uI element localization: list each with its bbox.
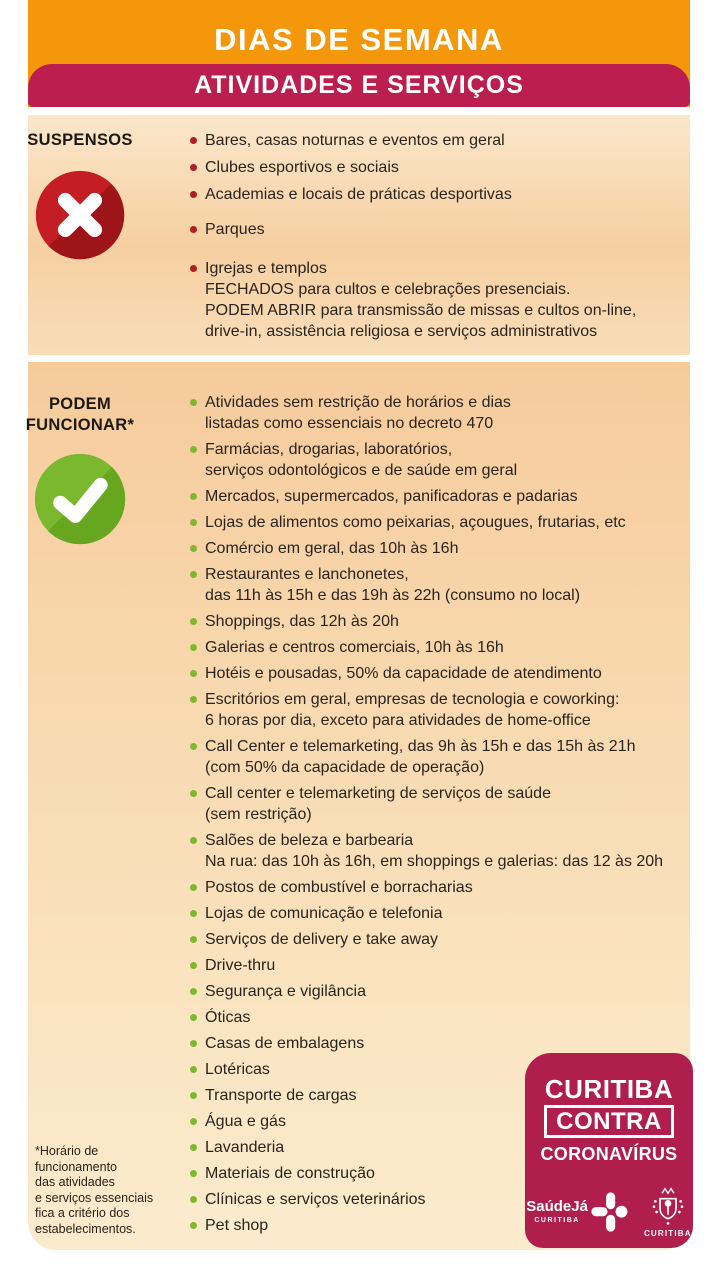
bullet-icon xyxy=(190,1040,197,1047)
bullet-icon xyxy=(190,743,197,750)
suspended-left-column xyxy=(28,115,132,261)
bullet-icon xyxy=(190,226,197,233)
bullet-icon xyxy=(190,1014,197,1021)
badge-logos xyxy=(526,1185,692,1238)
list-item xyxy=(190,219,686,240)
list-item xyxy=(190,439,686,481)
saude-ja-text xyxy=(526,1199,588,1224)
bullet-icon xyxy=(190,644,197,651)
bullet-icon xyxy=(190,910,197,917)
campaign-badge xyxy=(525,1053,693,1248)
bullet-icon xyxy=(190,446,197,453)
list-item-text: Bares, casas noturnas e eventos em geral xyxy=(205,132,505,149)
list-item-text: Restaurantes e lanchonetes, das 11h às 15h e das 19h às 22h (consumo no local) xyxy=(205,566,581,604)
bullet-icon xyxy=(190,545,197,552)
list-item xyxy=(190,258,686,342)
list-item-text: Transporte de cargas xyxy=(205,1087,357,1104)
bullet-icon xyxy=(190,1066,197,1073)
badge-coronavirus: CORONAVÍRUS xyxy=(540,1144,678,1164)
list-item-text: Galerias e centros comerciais, 10h às 16h xyxy=(205,639,504,656)
list-item-text: Materiais de construção xyxy=(205,1165,375,1182)
allowed-panel xyxy=(25,362,692,1250)
list-item-text: Mercados, supermercados, panificadoras e padarias xyxy=(205,488,578,505)
list-item xyxy=(190,486,686,507)
suspended-panel xyxy=(28,115,690,355)
list-item-text: Pet shop xyxy=(205,1217,269,1234)
bullet-icon xyxy=(190,493,197,500)
list-item-text: Farmácias, drogarias, laboratórios, serviços odontológicos e de saúde em geral xyxy=(205,441,518,479)
list-item xyxy=(190,903,686,924)
bullet-icon xyxy=(190,670,197,677)
list-item-text: Igrejas e templos FECHADOS para cultos e celebrações presenciais. PODEM ABRIR para transmissão de missas e cultos on-line, drive-in, assistência religiosa e serviços administrativos xyxy=(205,260,637,340)
list-item xyxy=(190,955,686,976)
list-item xyxy=(190,689,686,731)
list-item-text: Água e gás xyxy=(205,1113,286,1130)
bullet-icon xyxy=(190,164,197,171)
bullet-icon xyxy=(190,571,197,578)
bullet-icon xyxy=(190,790,197,797)
list-item xyxy=(190,981,686,1002)
health-cross-icon xyxy=(590,1191,632,1233)
bullet-icon xyxy=(190,962,197,969)
bullet-icon xyxy=(190,191,197,198)
list-item-text: Lojas de alimentos como peixarias, açougues, frutarias, etc xyxy=(205,514,626,531)
list-item-text: Salões de beleza e barbearia Na rua: das 10h às 16h, em shoppings e galerias: das 12 às 20h xyxy=(205,832,664,870)
list-item-text: Clubes esportivos e sociais xyxy=(205,159,399,176)
bullet-icon xyxy=(190,618,197,625)
list-item-text: Comércio em geral, das 10h às 16h xyxy=(205,540,459,557)
bullet-icon xyxy=(190,936,197,943)
section-title: ATIVIDADES E SERVIÇOS xyxy=(194,71,524,99)
list-item-text: Lavanderia xyxy=(205,1139,285,1156)
footnote: *Horário de funcionamento das atividades e serviços essenciais fica a critério dos estabelecimentos. xyxy=(35,1144,154,1236)
bullet-icon xyxy=(190,884,197,891)
bullet-icon xyxy=(190,137,197,144)
list-item-text: Academias e locais de práticas desportivas xyxy=(205,186,512,203)
section-banner xyxy=(28,64,690,107)
saude-ja-subtitle: CURITIBA xyxy=(534,1217,580,1224)
list-item-text: Serviços de delivery e take away xyxy=(205,931,438,948)
list-item-text: Atividades sem restrição de horários e dias listadas como essenciais no decreto 470 xyxy=(205,394,511,432)
list-item xyxy=(190,184,686,205)
list-item-text: Shoppings, das 12h às 20h xyxy=(205,613,399,630)
header-banner xyxy=(28,0,690,107)
list-item xyxy=(190,637,686,658)
list-item-text: Hotéis e pousadas, 50% da capacidade de atendimento xyxy=(205,665,602,682)
list-item-text: Escritórios em geral, empresas de tecnologia e coworking: 6 horas por dia, exceto para atividades de home-office xyxy=(205,691,620,729)
list-item xyxy=(190,564,686,606)
list-item xyxy=(190,157,686,178)
list-item xyxy=(190,663,686,684)
badge-curitiba: CURITIBA xyxy=(544,1074,674,1104)
list-item xyxy=(190,538,686,559)
list-item xyxy=(190,130,686,151)
bullet-icon xyxy=(190,837,197,844)
suspended-heading: SUSPENSOS xyxy=(27,131,133,149)
list-item-text: Parques xyxy=(205,221,265,238)
list-item xyxy=(190,830,686,872)
saude-ja-logo xyxy=(526,1191,632,1233)
curitiba-crest-logo xyxy=(644,1185,692,1238)
bullet-icon xyxy=(190,519,197,526)
allowed-heading: PODEM FUNCIONAR* xyxy=(25,395,135,434)
list-item xyxy=(190,392,686,434)
coat-of-arms-icon xyxy=(648,1185,688,1227)
list-item-text: Drive-thru xyxy=(205,957,276,974)
page-title: DIAS DE SEMANA xyxy=(214,22,504,57)
crest-label: CURITIBA xyxy=(643,1229,692,1238)
list-item-text: Lojas de comunicação e telefonia xyxy=(205,905,443,922)
suspended-list xyxy=(190,115,686,342)
badge-contra-box xyxy=(544,1105,674,1138)
list-item xyxy=(190,877,686,898)
list-item-text: Call Center e telemarketing, das 9h às 15h e das 15h às 21h (com 50% da capacidade de operação) xyxy=(205,738,636,776)
list-item-text: Call center e telemarketing de serviços de saúde (sem restrição) xyxy=(205,785,551,823)
list-item-text: Casas de embalagens xyxy=(205,1035,365,1052)
bullet-icon xyxy=(190,265,197,272)
list-item xyxy=(190,736,686,778)
bullet-icon xyxy=(190,696,197,703)
list-item xyxy=(190,1033,686,1054)
list-item-text: Clínicas e serviços veterinários xyxy=(205,1191,426,1208)
badge-contra: CONTRA xyxy=(556,1108,662,1135)
list-item-text: Lotéricas xyxy=(205,1061,270,1078)
list-item-text: Óticas xyxy=(205,1009,251,1026)
bullet-icon xyxy=(190,1092,197,1099)
list-item-text: Postos de combustível e borracharias xyxy=(205,879,473,896)
allowed-left-column xyxy=(25,362,135,546)
list-item-text: Segurança e vigilância xyxy=(205,983,366,1000)
list-item xyxy=(190,512,686,533)
saude-ja-title: SaúdeJá xyxy=(526,1198,588,1215)
list-item xyxy=(190,929,686,950)
bullet-icon xyxy=(190,988,197,995)
bullet-icon xyxy=(190,399,197,406)
list-item xyxy=(190,1007,686,1028)
bullet-icon xyxy=(190,1118,197,1125)
check-circle-icon xyxy=(33,452,127,546)
list-item xyxy=(190,783,686,825)
list-item xyxy=(190,611,686,632)
x-circle-icon xyxy=(34,169,126,261)
